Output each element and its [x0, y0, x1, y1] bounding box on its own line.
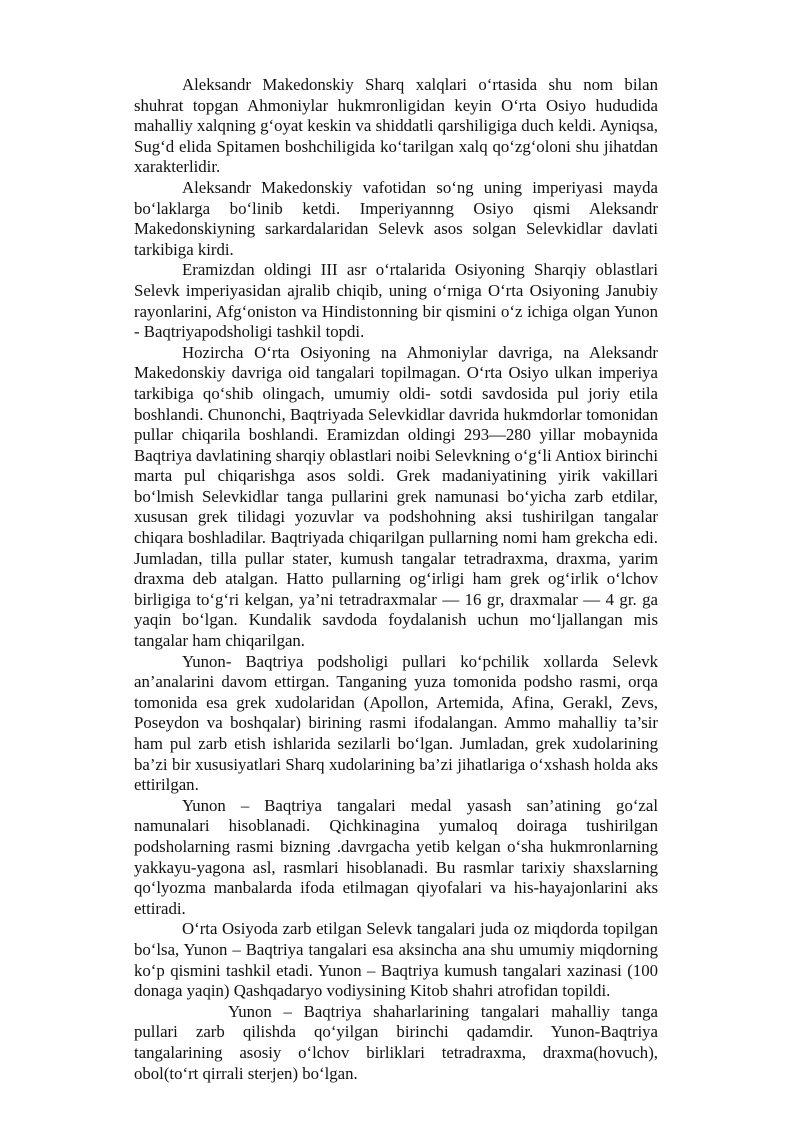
- document-body: [134, 75, 658, 1084]
- paragraph-coin-imagery: Yunon- Baqtriya podsholigi pullari ko‘pchilik xollarda Selevk an’analarini davom ettirgan. Tanganing yuza tomonida podsho rasmi, orqa tomonida esa grek xudolaridan (Apollon, Artemida, Afina, Gerakl, Zevs, Poseydon va boshqalar) birining rasmi ifodalangan. Ammo mahalliy ta’sir ham pul zarb etish ishlarida sezilarli bo‘lgan. Jumladan, grek xudolarining ba’zi bir xususiyatlari Sharq xudolarining ba’zi jihatlariga o‘xshash holda aks ettirilgan.: [134, 651, 658, 795]
- paragraph-coin-units: Yunon – Baqtriya shaharlarining tangalari mahalliy tanga pullari zarb qilishda qo‘yilgan birinchi qadamdir. Yunon-Baqtriya tangalarining asosiy o‘lchov birliklari tetradraxma, draxma(hovuch), obol(to‘rt qirrali sterjen) bo‘lgan.: [134, 1001, 658, 1083]
- paragraph-medal-art: Yunon – Baqtriya tangalari medal yasash san’atining go‘zal namunalari hisoblanadi. Qichkinagina yumaloq doiraga tushirilgan podsholarning rasmi bizning .davrgacha yetib kelgan o‘sha hukmronlarning yakkayu-yagona asl, rasmlari hisoblanadi. Bu rasmlar tarixiy shaxslarning qo‘lyozma manbalarda ifoda etilmagan qiyofalari va his-hayajonlarini aks ettiradi.: [134, 795, 658, 918]
- paragraph-alexander-resistance: Aleksandr Makedonskiy Sharq xalqlari o‘rtasida shu nom bilan shuhrat topgan Ahmoniylar hukmronligidan keyin O‘rta Osiyo hududida mahalliy xalqning g‘oyat keskin va shiddatli qarshiligiga duch keldi. Ayniqsa, Sug‘d elida Spitamen boshchiligida ko‘tarilgan xalq qo‘zg‘oloni shu jihatdan xarakterlidir.: [134, 75, 658, 177]
- paragraph-greco-bactrian-kingdom: Eramizdan oldingi III asr o‘rtalarida Osiyoning Sharqiy oblastlari Selevk imperiyasidan ajralib chiqib, uning o‘rniga O‘rta Osiyoning Janubiy rayonlarini, Afg‘oniston va Hindistonning bir qismini o‘z ichiga olgan Yunon - Baqtriyapodsholigi tashkil topdi.: [134, 260, 658, 342]
- paragraph-seleucid-coinage: Hozircha O‘rta Osiyoning na Ahmoniylar davriga, na Aleksandr Makedonskiy davriga oid tangalari topilmagan. O‘rta Osiyo ulkan imperiya tarkibiga qo‘shib olingach, umumiy oldi- sotdi savdosida pul joriy etila boshlandi. Chunonchi, Baqtriyada Selevkidlar davrida hukmdorlar tomonidan pullar chiqarila boshlandi. Eramizdan oldingi 293—280 yillar mobaynida Baqtriya davlatining sharqiy oblastlari noibi Selevkning o‘g‘li Antiox birinchi marta pul chiqarishga asos soldi. Grek madaniyatining yirik vakillari bo‘lmish Selevkidlar tanga pullarini grek namunasi bo‘yicha zarb etdilar, xususan grek tilidagi yozuvlar va podshohning aksi tushirilgan tangalar chiqara boshladilar. Baqtriyada chiqarilgan pullarning nomi ham grekcha edi. Jumladan, tilla pullar stater, kumush tangalar tetradraxma, draxma, yarim draxma deb atalgan. Hatto pullarning og‘irligi ham grek og‘irlik o‘lchov birligiga to‘g‘ri kelgan, ya’ni tetradraxmalar — 16 gr, draxmalar — 4 gr. ga yaqin bo‘lgan. Kundalik savdoda foydalanish uchun mo‘ljallangan mis tangalar ham chiqarilgan.: [134, 342, 658, 651]
- paragraph-coin-finds: O‘rta Osiyoda zarb etilgan Selevk tangalari juda oz miqdorda topilgan bo‘lsa, Yunon – Baqtriya tangalari esa aksincha ana shu umumiy miqdorning ko‘p qismini tashkil etadi. Yunon – Baqtriya kumush tangalari xazinasi (100 donaga yaqin) Qashqadaryo vodiysining Kitob shahri atrofidan topildi.: [134, 919, 658, 1001]
- paragraph-empire-division: Aleksandr Makedonskiy vafotidan so‘ng uning imperiyasi mayda bo‘laklarga bo‘linib ketdi. Imperiyannng Osiyo qismi Aleksandr Makedonskiyning sarkardalaridan Selevk asos solgan Selevkidlar davlati tarkibiga kirdi.: [134, 177, 658, 259]
